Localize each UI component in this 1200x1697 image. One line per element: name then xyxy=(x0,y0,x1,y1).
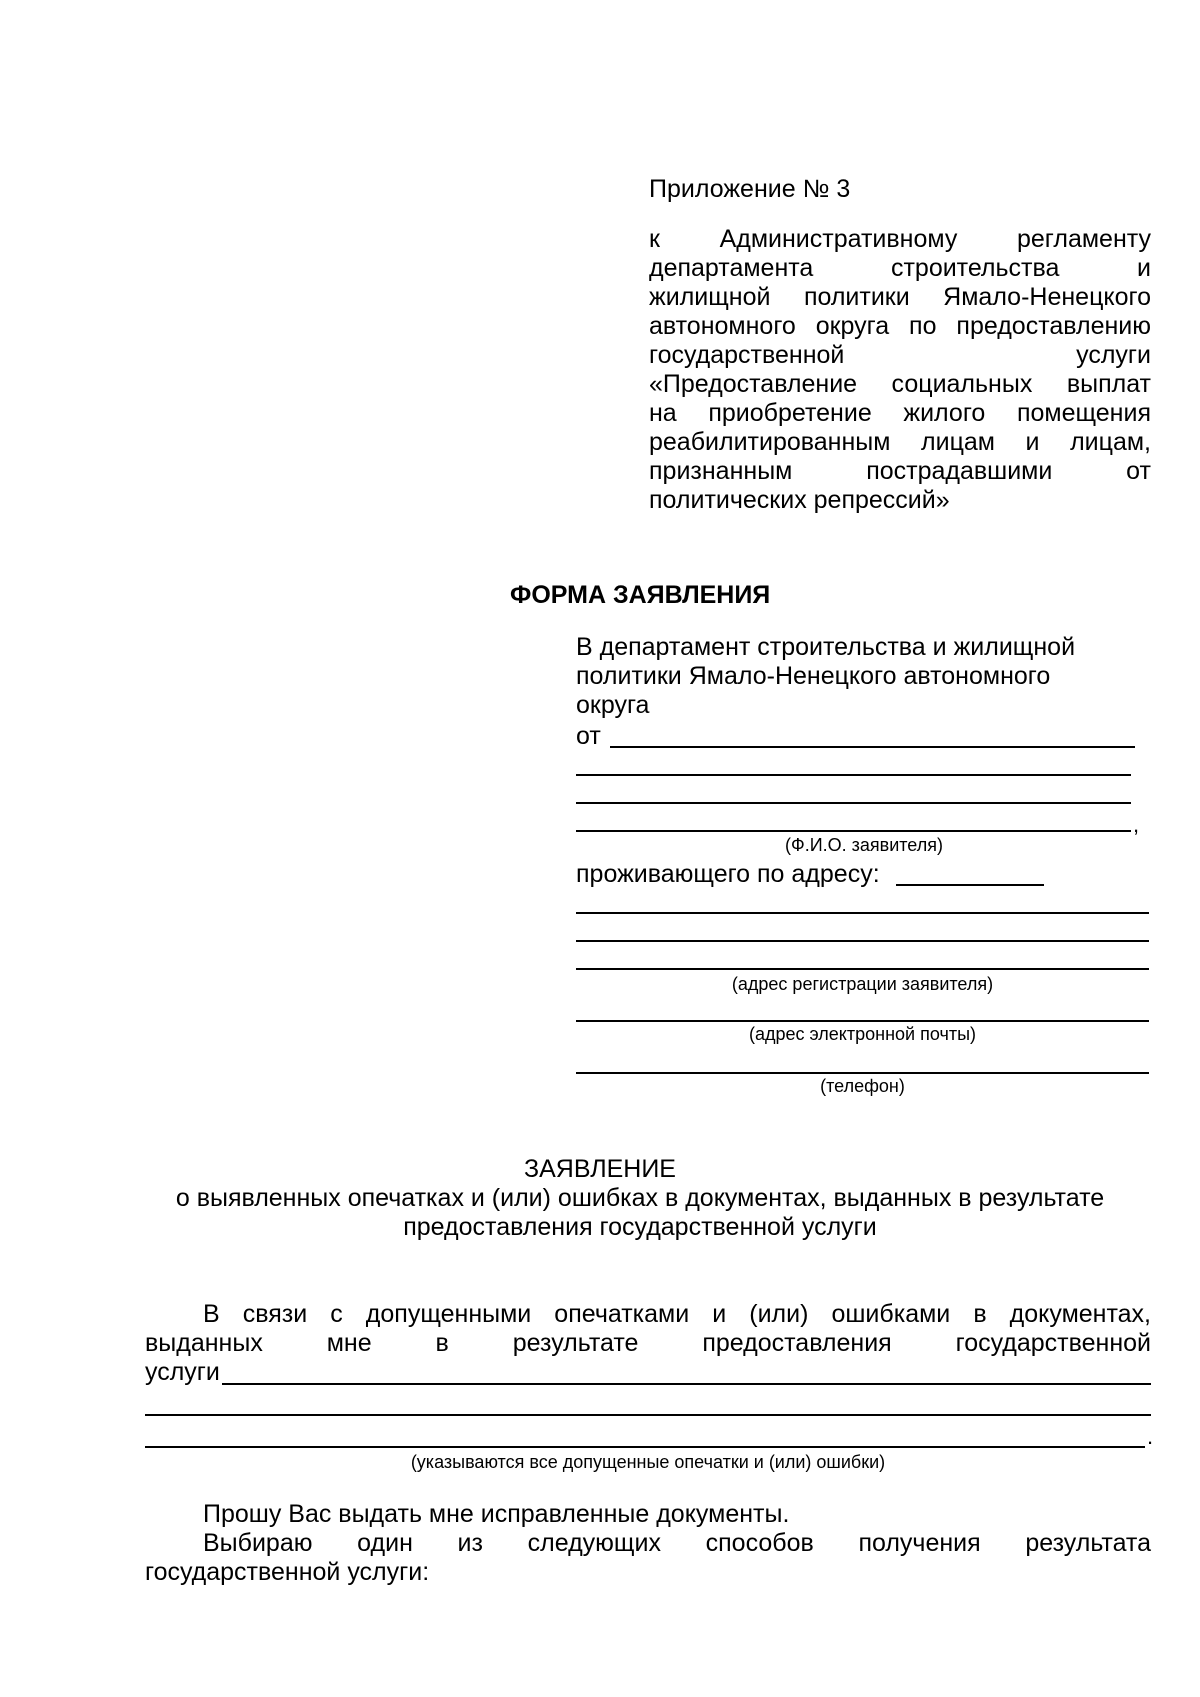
request-text: Прошу Вас выдать мне исправленные документы. xyxy=(203,1500,790,1528)
errors-input-line-3[interactable] xyxy=(145,1446,1145,1448)
appendix-line: «Предоставление социальных выплат xyxy=(649,370,1151,398)
email-input-line[interactable] xyxy=(576,1020,1149,1022)
address-caption: (адрес регистрации заявителя) xyxy=(731,974,994,994)
fio-input-line-2[interactable] xyxy=(576,774,1131,776)
appendix-line: департамента строительства и xyxy=(649,254,1151,282)
statement-paragraph-line: выданных мне в результате предоставления государственной xyxy=(145,1329,1151,1357)
appendix-text xyxy=(649,225,1151,515)
address-label: проживающего по адресу: xyxy=(576,860,880,888)
address-input-line-2[interactable] xyxy=(576,940,1149,942)
errors-period: . xyxy=(1147,1424,1154,1449)
statement-subtitle: о выявленных опечатках и (или) ошибках в документах, выданных в результате предоставления государственной услуги xyxy=(175,1184,1105,1241)
appendix-line: на приобретение жилого помещения xyxy=(649,399,1151,427)
form-heading: ФОРМА ЗАЯВЛЕНИЯ xyxy=(510,581,771,609)
fio-comma: , xyxy=(1133,812,1140,837)
addressee-block xyxy=(576,633,1136,720)
appendix-line: государственной услуги xyxy=(649,341,1151,369)
errors-input-line-1[interactable] xyxy=(222,1383,1151,1385)
fio-input-line-1[interactable] xyxy=(610,746,1135,748)
addressee-line: политики Ямало-Ненецкого автономного xyxy=(576,662,1051,690)
phone-input-line[interactable] xyxy=(576,1072,1149,1074)
choose-method-line: государственной услуги: xyxy=(145,1558,430,1586)
appendix-line: автономного округа по предоставлению xyxy=(649,312,1151,340)
phone-caption: (телефон) xyxy=(820,1076,905,1096)
address-input-line-1[interactable] xyxy=(576,912,1149,914)
fio-input-line-3[interactable] xyxy=(576,802,1131,804)
errors-caption: (указываются все допущенные опечатки и (или) ошибки) xyxy=(410,1452,886,1472)
appendix-title: Приложение № 3 xyxy=(649,175,851,203)
fio-caption: (Ф.И.О. заявителя) xyxy=(785,835,943,855)
choose-method-line: Выбираю один из следующих способов получения результата xyxy=(203,1529,1151,1557)
statement-paragraph-line: В связи с допущенными опечатками и (или) ошибками в документах, xyxy=(203,1300,1151,1328)
appendix-line: политических репрессий» xyxy=(649,486,950,514)
email-caption: (адрес электронной почты) xyxy=(748,1024,977,1044)
appendix-line: признанным пострадавшими от xyxy=(649,457,1151,485)
from-label: от xyxy=(576,722,601,750)
statement-title: ЗАЯВЛЕНИЕ xyxy=(523,1155,676,1183)
services-label: услуги xyxy=(145,1358,220,1386)
address-input-inline[interactable] xyxy=(896,884,1044,886)
addressee-line: В департамент строительства и жилищной xyxy=(576,633,1076,661)
appendix-line: реабилитированным лицам и лицам, xyxy=(649,428,1151,456)
errors-input-line-2[interactable] xyxy=(145,1414,1151,1416)
appendix-line: к Административному регламенту xyxy=(649,225,1151,253)
address-input-line-3[interactable] xyxy=(576,968,1149,970)
addressee-line: округа xyxy=(576,691,650,719)
appendix-line: жилищной политики Ямало-Ненецкого xyxy=(649,283,1151,311)
fio-input-line-4[interactable] xyxy=(576,830,1131,832)
